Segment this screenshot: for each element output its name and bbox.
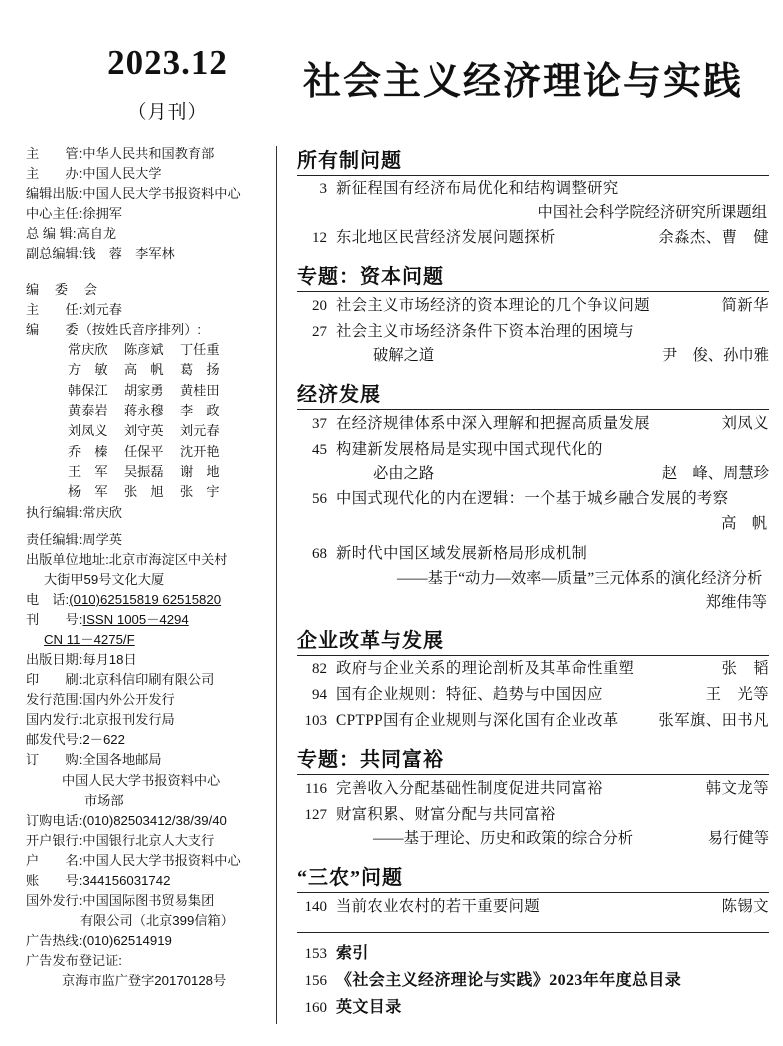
publishing-label: 出版单位地址: (26, 551, 109, 567)
toc-article-title: 完善收入分配基础性制度促进共同富裕 (336, 779, 603, 797)
toc-page-number: 116 (305, 780, 327, 797)
publishing-value: 北京科信印刷有限公司 (82, 672, 215, 688)
toc-page-number: 140 (304, 898, 327, 915)
publishing-row (26, 871, 264, 891)
publishing-row (26, 590, 264, 610)
publishing-label: 开户银行: (26, 832, 83, 848)
committee-member: 韩保江 (68, 382, 108, 398)
toc-section-heading: 专题：共同富裕 (297, 743, 769, 775)
toc-author: 王 光等 (705, 686, 769, 704)
order-phone-label: 订购电话: (26, 812, 83, 828)
publishing-row (26, 610, 264, 630)
toc-page-number: 94 (312, 687, 327, 704)
publishing-label: 发行范围: (26, 692, 83, 708)
toc-article-title: CPTPP国有企业规则与深化国有企业改革 (336, 712, 619, 729)
toc-author: 余淼杰、曹 健 (658, 228, 769, 246)
committee-member: 杨 军 (68, 484, 108, 500)
committee-chair-label: 主 任: (26, 301, 83, 317)
toc-author: 简新华 (721, 296, 769, 314)
publishing-label: 印 刷: (26, 672, 83, 688)
committee-chair-value: 刘元春 (82, 301, 122, 317)
committee-member: 李 政 (180, 403, 220, 419)
publishing-row (26, 750, 264, 770)
committee-member: 葛 扬 (180, 362, 220, 378)
publishing-row (26, 951, 264, 971)
publishing-label: 出版日期: (26, 652, 83, 668)
issue-date: 2023.12 (107, 43, 228, 82)
publishing-continuation: 中国人民大学书报资料中心 (62, 772, 221, 788)
toc-article-subtitle: 破解之道 (373, 347, 435, 365)
imprint-value: 中华人民共和国教育部 (82, 145, 215, 161)
toc-entry[interactable] (297, 293, 769, 319)
toc-entry[interactable] (297, 411, 769, 437)
toc-entry[interactable] (297, 657, 769, 683)
toc-entry[interactable] (297, 319, 769, 345)
imprint-label: 主 办: (26, 165, 83, 181)
committee-member: 王 军 (68, 464, 108, 480)
publishing-label: 户 名: (26, 852, 83, 868)
publishing-label: 订 购: (26, 752, 83, 768)
imprint-row (26, 224, 264, 244)
publishing-value: 中国银行北京人大支行 (82, 832, 215, 848)
toc-author: 易行健等 (707, 830, 769, 848)
imprint-label: 副总编辑: (26, 245, 83, 261)
publishing-row (26, 851, 264, 871)
issn-value: ISSN 1005－4294 (82, 612, 189, 627)
toc-page-number: 56 (312, 491, 327, 508)
toc-section-heading: “三农”问题 (297, 861, 769, 893)
toc-page-number: 12 (312, 229, 327, 246)
toc-entry[interactable] (297, 437, 769, 463)
toc-entry[interactable] (297, 940, 769, 967)
committee-member: 方 敏 (68, 362, 108, 378)
account-value: 344156031742 (82, 872, 171, 888)
toc-page-number: 103 (304, 713, 327, 729)
issue-block (60, 44, 275, 124)
publishing-row (26, 730, 264, 750)
toc-article-title: 社会主义市场经济条件下资本治理的困境与 (336, 322, 635, 340)
cn-number: CN 11－4275/F (44, 632, 135, 648)
phone-label: 电 话: (26, 591, 70, 607)
publishing-row (26, 690, 264, 710)
table-of-contents (277, 144, 769, 1024)
toc-article-title: 英文目录 (336, 998, 402, 1016)
imprint-block (26, 144, 264, 264)
issn-label: 刊 号: (26, 612, 83, 627)
committee-member-row (26, 421, 264, 441)
publishing-value: 每月18日 (82, 652, 137, 668)
committee-member: 丁任重 (180, 342, 220, 358)
committee-member: 常庆欣 (68, 342, 108, 358)
publishing-block (26, 530, 264, 991)
toc-article-title: 当前农业农村的若干重要问题 (336, 897, 541, 915)
toc-page-number: 20 (312, 297, 327, 314)
toc-author: 刘凤义 (721, 414, 769, 432)
committee-member: 乔 榛 (68, 443, 108, 459)
publishing-continuation: 大街甲59号文化大厦 (44, 571, 165, 587)
toc-page-number: 45 (312, 441, 327, 458)
ad-hotline-value: (010)62514919 (82, 933, 172, 948)
toc-article-title: 政府与企业关系的理论剖析及其革命性重塑 (336, 660, 635, 678)
phone-value: (010)62515819 62515820 (69, 591, 222, 607)
toc-article-title: 在经济规律体系中深入理解和把握高质量发展 (336, 414, 650, 432)
imprint-value: 徐拥军 (82, 205, 122, 221)
toc-entry[interactable] (297, 177, 769, 203)
toc-subtitle-row (297, 828, 769, 852)
committee-member: 张 宇 (180, 484, 220, 500)
toc-article-title: 东北地区民营经济发展问题探析 (336, 228, 556, 246)
toc-page-number: 160 (304, 999, 327, 1016)
committee-member: 陈彦斌 (124, 342, 164, 358)
executive-editor-row (26, 503, 264, 523)
imprint-column (26, 144, 276, 1024)
committee-members-note: （按姓氏音序排列）: (78, 322, 202, 337)
publishing-label: 国外发行: (26, 892, 83, 908)
publishing-row (26, 891, 264, 911)
publishing-row (26, 550, 264, 570)
publishing-value: 周学英 (82, 531, 122, 547)
imprint-label: 主 管: (26, 145, 83, 161)
publishing-value: 全国各地邮局 (82, 752, 162, 768)
committee-members-row (26, 320, 264, 340)
imprint-value: 钱 蓉 李军林 (82, 245, 175, 261)
publishing-row (26, 710, 264, 730)
committee-member-row (26, 442, 264, 462)
masthead (0, 0, 783, 124)
committee-chair-row (26, 300, 264, 320)
toc-entry[interactable] (297, 683, 769, 709)
imprint-label: 中心主任: (26, 205, 83, 221)
toc-article-title: 国有企业规则：特征、趋势与中国因应 (336, 686, 603, 704)
toc-section-heading: 专题：资本问题 (297, 260, 769, 292)
account-label: 账 号: (26, 872, 83, 888)
toc-author: 张 韬 (721, 660, 769, 678)
toc-entry[interactable] (297, 225, 769, 251)
imprint-row (26, 164, 264, 184)
publishing-row (26, 931, 264, 951)
publishing-row (26, 670, 264, 690)
imprint-row (26, 184, 264, 204)
committee-member: 张 旭 (124, 484, 164, 500)
committee-member-row (26, 401, 264, 421)
committee-member: 黄泰岩 (68, 403, 108, 419)
toc-page-number: 153 (304, 945, 327, 962)
committee-member: 刘守英 (124, 423, 164, 439)
order-phone-value: (010)82503412/38/39/40 (82, 812, 227, 828)
committee-member: 吴振磊 (124, 464, 164, 480)
imprint-row (26, 144, 264, 164)
toc-subtitle-row (297, 568, 769, 592)
toc-page-number: 27 (312, 323, 327, 340)
toc-page-number: 37 (312, 415, 327, 432)
committee-members-label: 编 委 (26, 322, 79, 337)
executive-editor-value: 常庆欣 (82, 504, 122, 520)
toc-footer (297, 932, 769, 1021)
toc-subtitle-row (297, 463, 769, 487)
ad-license-label: 广告发布登记证: (26, 953, 122, 969)
publishing-row (26, 811, 264, 831)
toc-section-heading: 企业改革与发展 (297, 624, 769, 656)
committee-member: 谢 地 (180, 464, 220, 480)
issue-frequency: （月刊） (127, 101, 208, 123)
toc-article-title: 中国式现代化的内在逻辑：一个基于城乡融合发展的考察 (336, 490, 729, 508)
toc-article-subtitle: ——基于理论、历史和政策的综合分析 (373, 830, 634, 848)
toc-article-subtitle: ——基于“动力—效率—质量”三元体系的演化经济分析 (397, 569, 763, 587)
toc-entry[interactable] (297, 776, 769, 802)
imprint-value: 中国人民大学 (82, 165, 162, 181)
toc-author: 中国社会科学院经济研究所课题组 (537, 204, 767, 222)
toc-entry[interactable] (297, 709, 769, 735)
toc-author: 韩文龙等 (705, 779, 769, 797)
toc-author: 赵 峰、周慧珍 (661, 465, 769, 482)
committee-member-row (26, 381, 264, 401)
journal-title: 社会主义经济理论与实践 (302, 61, 743, 103)
committee-member: 沈开艳 (180, 443, 220, 459)
toc-entry[interactable] (297, 542, 769, 568)
toc-author: 陈锡文 (721, 897, 769, 915)
toc-article-title: 财富积累、财富分配与共同富裕 (336, 805, 556, 823)
committee-member: 刘凤义 (68, 423, 108, 439)
toc-page-number: 68 (312, 546, 327, 563)
imprint-row (26, 244, 264, 264)
toc-section-heading: 所有制问题 (297, 144, 769, 176)
publishing-label: 邮发代号: (26, 732, 83, 748)
committee-member-row (26, 340, 264, 360)
toc-article-title: 新时代中国区域发展新格局形成机制 (336, 545, 588, 563)
publishing-value: 北京报刊发行局 (82, 712, 175, 728)
publishing-label: 责任编辑: (26, 531, 83, 547)
toc-article-title: 构建新发展格局是实现中国式现代化的 (336, 440, 603, 458)
toc-page-number: 127 (304, 806, 327, 823)
toc-entry[interactable] (297, 802, 769, 828)
toc-author: 高 帆 (721, 514, 767, 532)
imprint-value: 中国人民大学书报资料中心 (82, 185, 241, 201)
toc-author: 尹 俊、孙巾雅 (661, 347, 769, 365)
toc-article-title: 索引 (336, 944, 369, 962)
publishing-row (26, 530, 264, 550)
publishing-label: 国内发行: (26, 712, 83, 728)
imprint-row (26, 204, 264, 224)
toc-article-subtitle: 必由之路 (373, 465, 435, 482)
toc-section-heading: 经济发展 (297, 378, 769, 410)
publishing-value: 中国人民大学书报资料中心 (82, 852, 241, 868)
publishing-value: 中国国际图书贸易集团 (82, 892, 215, 908)
committee-member: 任保平 (124, 443, 164, 459)
committee-member-row (26, 482, 264, 502)
publishing-value: 北京市海淀区中关村 (108, 551, 228, 567)
ad-license-value: 京海市监广登字20170128号 (62, 973, 227, 989)
toc-author: 张军旗、田书凡 (658, 712, 769, 729)
committee-member: 蒋永穆 (124, 403, 164, 419)
publishing-row (26, 831, 264, 851)
toc-article-title: 《社会主义经济理论与实践》2023年年度总目录 (336, 971, 682, 989)
committee-heading: 编 委 会 (26, 281, 103, 297)
committee-member: 胡家勇 (124, 382, 164, 398)
committee-member-row (26, 462, 264, 482)
toc-page-number: 156 (304, 972, 327, 989)
toc-subtitle-row (297, 345, 769, 369)
executive-editor-label: 执行编辑: (26, 504, 83, 520)
committee-member-row (26, 360, 264, 380)
imprint-value: 高自龙 (76, 225, 117, 241)
toc-page-number: 82 (312, 661, 327, 678)
committee-member: 刘元春 (180, 423, 220, 439)
toc-entry[interactable] (297, 894, 769, 920)
publishing-row (26, 650, 264, 670)
cover-body (0, 144, 783, 1024)
publishing-value: 国内外公开发行 (82, 692, 175, 708)
ad-hotline-label: 广告热线: (26, 933, 83, 948)
toc-article-title: 新征程国有经济布局优化和结构调整研究 (336, 180, 619, 197)
publishing-value: 2－622 (82, 732, 125, 748)
toc-page-number: 3 (319, 181, 327, 197)
imprint-label: 编辑出版: (26, 185, 83, 201)
committee-member: 黄桂田 (180, 382, 220, 398)
toc-entry[interactable] (297, 994, 769, 1021)
toc-entry[interactable] (297, 487, 769, 513)
toc-article-title: 社会主义市场经济的资本理论的几个争议问题 (336, 296, 650, 314)
toc-author: 郑维伟等 (705, 593, 767, 611)
toc-entry[interactable] (297, 967, 769, 994)
publishing-continuation: 市场部 (84, 792, 124, 808)
publishing-continuation: 有限公司（北京399信箱） (80, 912, 234, 928)
imprint-label: 总 编 辑: (26, 225, 77, 241)
committee-member: 高 帆 (124, 362, 164, 378)
